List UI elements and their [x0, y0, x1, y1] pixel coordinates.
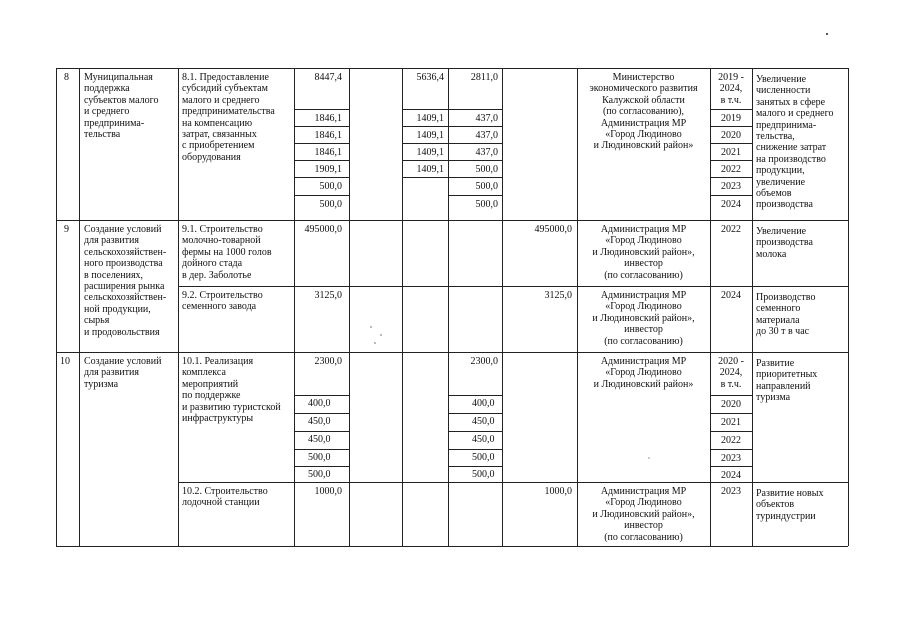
- expected-result: Развитие новых объектов туриндустрии: [756, 488, 824, 522]
- cell-border: [294, 109, 349, 110]
- submeasure-title: 9.2. Строительство семенного завода: [182, 290, 263, 313]
- year-cell: 2022: [721, 224, 741, 235]
- executor: Министерство экономического развития Калужской области (по согласованию), Администрация МР «Город Людиново и Людиновский район»: [589, 72, 698, 152]
- table-border: [502, 68, 503, 546]
- expected-result: Производство семенного материала до 30 т в час: [756, 292, 816, 338]
- amount-local: 437,0: [475, 113, 498, 124]
- table-border: [56, 68, 848, 69]
- amount-total: 400,0: [308, 398, 331, 409]
- cell-border: [710, 143, 752, 144]
- cell-border: [402, 160, 502, 161]
- cell-border: [710, 160, 752, 161]
- scan-speck: [374, 342, 376, 344]
- cell-border: [294, 449, 349, 450]
- amount-budget: 5636,4: [416, 72, 444, 83]
- table-border: [848, 68, 849, 546]
- amount-total: 500,0: [308, 469, 331, 480]
- table-border: [178, 286, 848, 287]
- amount-investor: 495000,0: [534, 224, 572, 235]
- table-border: [178, 482, 848, 483]
- year-cell: 2022: [721, 435, 741, 446]
- cell-border: [294, 413, 349, 414]
- table-border: [56, 220, 848, 221]
- amount-local: 2811,0: [470, 72, 498, 83]
- expected-result: Увеличение производства молока: [756, 226, 813, 260]
- submeasure-title: 10.2. Строительство лодочной станции: [182, 486, 268, 509]
- amount-total: 1909,1: [314, 164, 342, 175]
- cell-border: [402, 143, 502, 144]
- year-cell: 2020 - 2024, в т.ч.: [718, 356, 744, 390]
- amount-investor: 3125,0: [544, 290, 572, 301]
- amount-total: 1846,1: [314, 130, 342, 141]
- cell-border: [294, 466, 349, 467]
- cell-border: [402, 126, 502, 127]
- amount-budget: 1409,1: [416, 130, 444, 141]
- year-cell: 2024: [721, 470, 741, 481]
- cell-border: [294, 143, 349, 144]
- cell-border: [448, 413, 502, 414]
- amount-total: 500,0: [319, 199, 342, 210]
- cell-border: [710, 466, 752, 467]
- cell-border: [710, 449, 752, 450]
- cell-border: [710, 177, 752, 178]
- executor: Администрация МР «Город Людиново и Людиновский район»: [593, 356, 694, 390]
- table-border: [56, 352, 848, 353]
- executor: Администрация МР «Город Людиново и Людиновский район», инвестор (по согласованию): [592, 486, 695, 543]
- year-cell: 2019 - 2024, в т.ч.: [718, 72, 744, 106]
- cell-border: [710, 195, 752, 196]
- cell-border: [402, 177, 502, 178]
- expected-result: Развитие приоритетных направлений туризма: [756, 358, 818, 404]
- year-cell: 2021: [721, 417, 741, 428]
- table-border: [752, 68, 753, 546]
- amount-total: 1000,0: [314, 486, 342, 497]
- cell-border: [294, 177, 349, 178]
- amount-total: 1846,1: [314, 147, 342, 158]
- amount-total: 500,0: [308, 452, 331, 463]
- table-border: [79, 68, 80, 546]
- year-cell: 2023: [721, 486, 741, 497]
- table-border: [56, 546, 848, 547]
- amount-total: 450,0: [308, 434, 331, 445]
- row-number: 9: [64, 224, 69, 235]
- row-number: 10: [60, 356, 70, 367]
- amount-local: 400,0: [472, 398, 495, 409]
- amount-local: 500,0: [475, 164, 498, 175]
- amount-total: 3125,0: [314, 290, 342, 301]
- amount-local: 450,0: [472, 434, 495, 445]
- amount-total: 1846,1: [314, 113, 342, 124]
- submeasure-title: 9.1. Строительство молочно-товарной фермы на 1000 голов дойного стада в дер. Заболотье: [182, 224, 272, 281]
- cell-border: [294, 160, 349, 161]
- amount-local: 2300,0: [470, 356, 498, 367]
- amount-local: 500,0: [475, 181, 498, 192]
- year-cell: 2023: [721, 181, 741, 192]
- year-cell: 2022: [721, 164, 741, 175]
- amount-total: 450,0: [308, 416, 331, 427]
- measure-name: Муниципальная поддержка субъектов малого и среднего предпринима- тельства: [84, 72, 159, 141]
- cell-border: [710, 413, 752, 414]
- cell-border: [448, 395, 502, 396]
- executor: Администрация МР «Город Людиново и Людиновский район», инвестор (по согласованию): [592, 290, 695, 347]
- amount-local: 437,0: [475, 147, 498, 158]
- year-cell: 2024: [721, 199, 741, 210]
- submeasure-title: 10.1. Реализация комплекса мероприятий по поддержке и развитию туристской инфраструктуры: [182, 356, 281, 425]
- cell-border: [294, 195, 349, 196]
- year-cell: 2019: [721, 113, 741, 124]
- year-cell: 2021: [721, 147, 741, 158]
- executor: Администрация МР «Город Людиново и Людиновский район», инвестор (по согласованию): [592, 224, 695, 281]
- expected-result: Увеличение численности занятых в сфере малого и среднего предпринима- тельства, снижение затрат на производство продукции, увеличение объемов производства: [756, 74, 834, 211]
- amount-local: 450,0: [472, 416, 495, 427]
- cell-border: [448, 466, 502, 467]
- cell-border: [710, 431, 752, 432]
- cell-border: [294, 126, 349, 127]
- amount-total: 495000,0: [304, 224, 342, 235]
- amount-local: 500,0: [472, 452, 495, 463]
- cell-border: [448, 195, 502, 196]
- year-cell: 2023: [721, 453, 741, 464]
- measure-name: Создание условий для развития туризма: [84, 356, 162, 390]
- table-border: [349, 68, 350, 546]
- year-cell: 2024: [721, 290, 741, 301]
- submeasure-title: 8.1. Предоставление субсидий субъектам малого и среднего предпринимательства на компенсацию затрат, связанных с приобретением оборудования: [182, 72, 275, 163]
- amount-local: 437,0: [475, 130, 498, 141]
- cell-border: [448, 449, 502, 450]
- amount-investor: 1000,0: [544, 486, 572, 497]
- year-cell: 2020: [721, 399, 741, 410]
- cell-border: [448, 431, 502, 432]
- measure-name: Создание условий для развития сельскохозяйствен- ного производства в поселениях, расширения рынка сельскохозяйствен- ной продукции, сырья и продовольствия: [84, 224, 167, 338]
- row-number: 8: [64, 72, 69, 83]
- cell-border: [710, 126, 752, 127]
- year-cell: 2020: [721, 130, 741, 141]
- scan-speck: [826, 33, 828, 35]
- amount-total: 8447,4: [314, 72, 342, 83]
- amount-budget: 1409,1: [416, 164, 444, 175]
- cell-border: [294, 395, 349, 396]
- amount-local: 500,0: [472, 469, 495, 480]
- scan-speck: [380, 334, 382, 336]
- amount-local: 500,0: [475, 199, 498, 210]
- scan-speck: [648, 457, 650, 459]
- amount-total: 2300,0: [314, 356, 342, 367]
- cell-border: [710, 109, 752, 110]
- cell-border: [294, 431, 349, 432]
- amount-budget: 1409,1: [416, 113, 444, 124]
- amount-total: 500,0: [319, 181, 342, 192]
- table-border: [178, 68, 179, 546]
- cell-border: [710, 395, 752, 396]
- table-border: [56, 68, 57, 546]
- scan-speck: [370, 326, 372, 328]
- amount-budget: 1409,1: [416, 147, 444, 158]
- cell-border: [402, 109, 502, 110]
